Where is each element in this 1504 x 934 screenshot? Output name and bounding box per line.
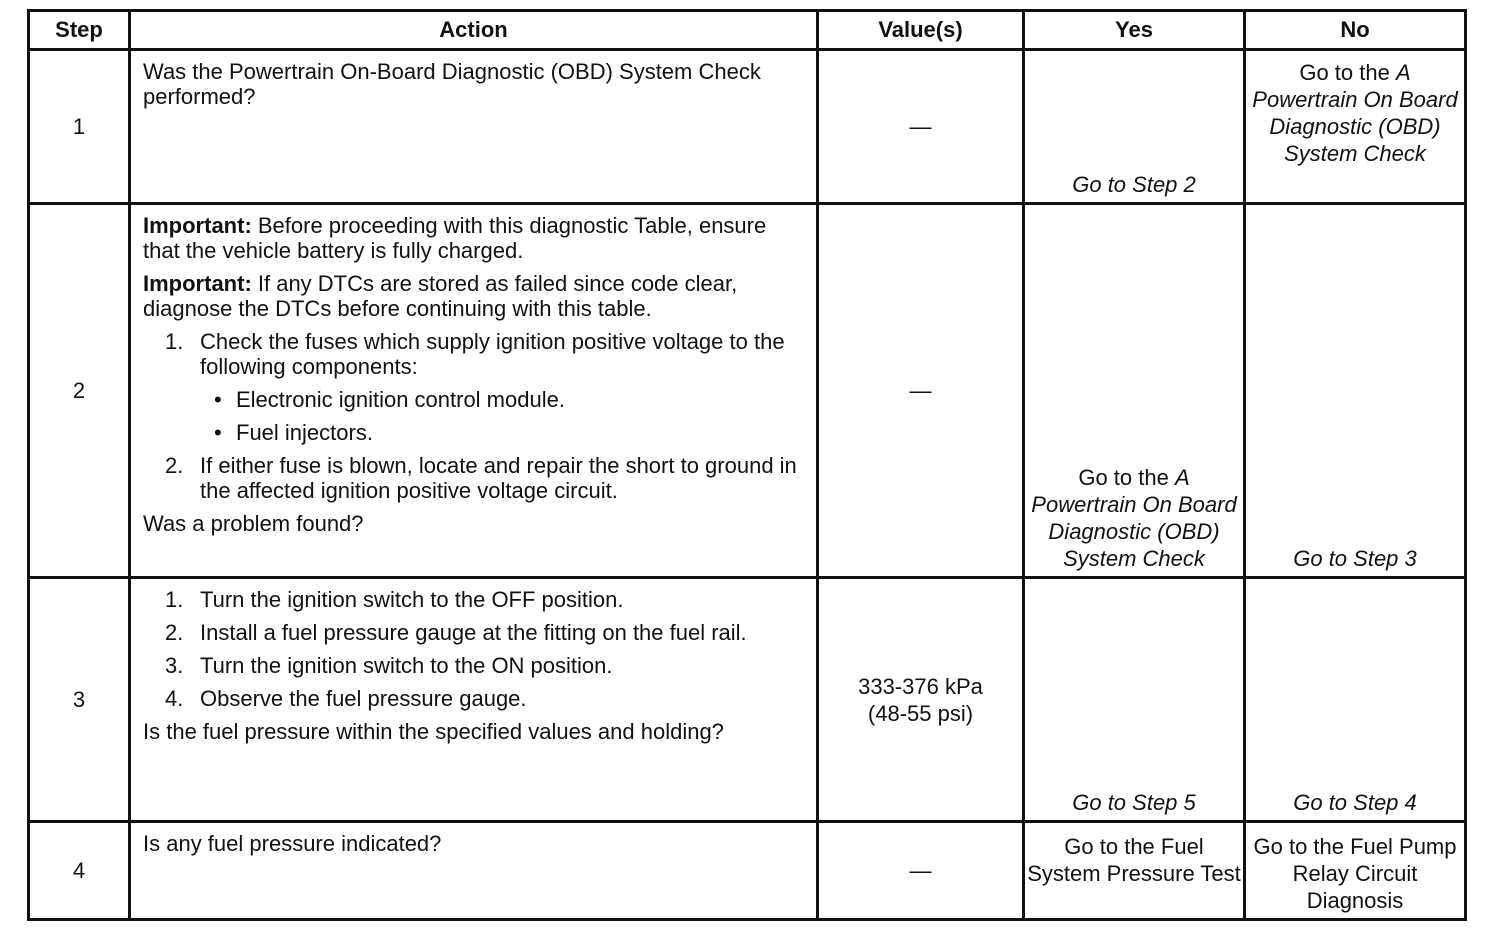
list-item-number: 4.: [165, 686, 184, 711]
action-question: Is any fuel pressure indicated?: [143, 831, 442, 856]
list-item-text: Turn the ignition switch to the OFF position.: [200, 587, 624, 612]
table-row-step-4: [29, 822, 1466, 920]
yes-cell: [1024, 204, 1245, 578]
value-kpa: 333-376 kPa: [858, 673, 983, 699]
list-item: [143, 587, 806, 612]
header-step: Step: [29, 11, 130, 50]
list-item-text: If either fuse is blown, locate and repair the short to ground in the affected ignition positive voltage circuit.: [200, 453, 797, 503]
action-question: Was the Powertrain On-Board Diagnostic (OBD) System Check performed?: [143, 59, 761, 109]
value-dash: —: [909, 114, 932, 139]
header-row: [29, 11, 1466, 50]
table-row-step-1: [29, 50, 1466, 204]
bullet-list: [200, 387, 806, 445]
bullet-icon: •: [214, 387, 222, 412]
action-steps-list: [143, 587, 806, 711]
bullet-item: [200, 387, 806, 412]
action-cell: [130, 204, 818, 578]
header-yes: Yes: [1024, 11, 1245, 50]
bullet-item: [200, 420, 806, 445]
action-cell: [130, 822, 818, 920]
yes-link-go-to-step-5[interactable]: Go to Step 5: [1072, 790, 1196, 815]
no-cell: [1245, 204, 1466, 578]
table-row-step-3: [29, 578, 1466, 822]
header-action: Action: [130, 11, 818, 50]
step-number: 2: [29, 204, 130, 578]
value-psi: (48-55 psi): [867, 700, 974, 726]
list-item: [143, 653, 806, 678]
bullet-text: Electronic ignition control module.: [236, 387, 565, 412]
list-item-number: 2.: [165, 453, 184, 478]
action-cell: [130, 578, 818, 822]
action-cell: [130, 50, 818, 204]
important-text: Before proceeding with this diagnostic Table, ensure that the vehicle battery is fully charged.: [143, 213, 767, 263]
no-cell: [1245, 578, 1466, 822]
no-link-fuel-pump-relay-circuit-diagnosis[interactable]: Go to the Fuel Pump Relay Circuit Diagnosis: [1253, 834, 1457, 913]
step-number: 4: [29, 822, 130, 920]
value-cell: [818, 204, 1024, 578]
value-dash: —: [909, 858, 932, 883]
action-question: Is the fuel pressure within the specified values and holding?: [143, 719, 724, 744]
bullet-icon: •: [214, 420, 222, 445]
important-text: If any DTCs are stored as failed since code clear, diagnose the DTCs before continuing with this table.: [143, 271, 738, 321]
list-item-text: Observe the fuel pressure gauge.: [200, 686, 527, 711]
yes-prefix: Go to the: [1078, 465, 1175, 490]
yes-cell: [1024, 578, 1245, 822]
list-item: [143, 329, 806, 445]
action-steps-list: [143, 329, 806, 503]
header-values: Value(s): [818, 11, 1024, 50]
yes-cell: [1024, 822, 1245, 920]
yes-cell: [1024, 50, 1245, 204]
no-prefix: Go to the: [1299, 60, 1396, 85]
no-link-go-to-step-4[interactable]: Go to Step 4: [1293, 790, 1417, 815]
yes-link-go-to-step-2[interactable]: Go to Step 2: [1072, 172, 1196, 197]
list-item-text: Install a fuel pressure gauge at the fitting on the fuel rail.: [200, 620, 747, 645]
header-no: No: [1245, 11, 1466, 50]
list-item-text: Turn the ignition switch to the ON position.: [200, 653, 613, 678]
no-cell: [1245, 50, 1466, 204]
table-row-step-2: [29, 204, 1466, 578]
value-cell: [818, 50, 1024, 204]
yes-link-obd-system-check[interactable]: A Powertrain On Board Diagnostic (OBD) System Check: [1031, 465, 1237, 571]
important-note: [143, 271, 806, 321]
list-item-number: 1.: [165, 587, 184, 612]
no-link-go-to-step-3[interactable]: Go to Step 3: [1293, 546, 1417, 571]
diagnostic-table: [27, 9, 1467, 921]
step-number: 1: [29, 50, 130, 204]
value-cell: [818, 822, 1024, 920]
yes-link-fuel-system-pressure-test[interactable]: Go to the Fuel System Pressure Test: [1027, 834, 1241, 886]
list-item-number: 2.: [165, 620, 184, 645]
value-cell: [818, 578, 1024, 822]
step-number: 3: [29, 578, 130, 822]
no-cell: [1245, 822, 1466, 920]
list-item: [143, 620, 806, 645]
action-question: Was a problem found?: [143, 511, 364, 536]
bullet-text: Fuel injectors.: [236, 420, 373, 445]
list-item: [143, 453, 806, 503]
important-label: Important:: [143, 271, 252, 296]
value-dash: —: [909, 378, 932, 403]
list-item-number: 1.: [165, 329, 184, 354]
important-note: [143, 213, 806, 263]
list-item-text: Check the fuses which supply ignition positive voltage to the following components:: [200, 329, 785, 379]
no-link-obd-system-check[interactable]: A Powertrain On Board Diagnostic (OBD) System Check: [1252, 60, 1458, 166]
list-item-number: 3.: [165, 653, 184, 678]
important-label: Important:: [143, 213, 252, 238]
list-item: [143, 686, 806, 711]
